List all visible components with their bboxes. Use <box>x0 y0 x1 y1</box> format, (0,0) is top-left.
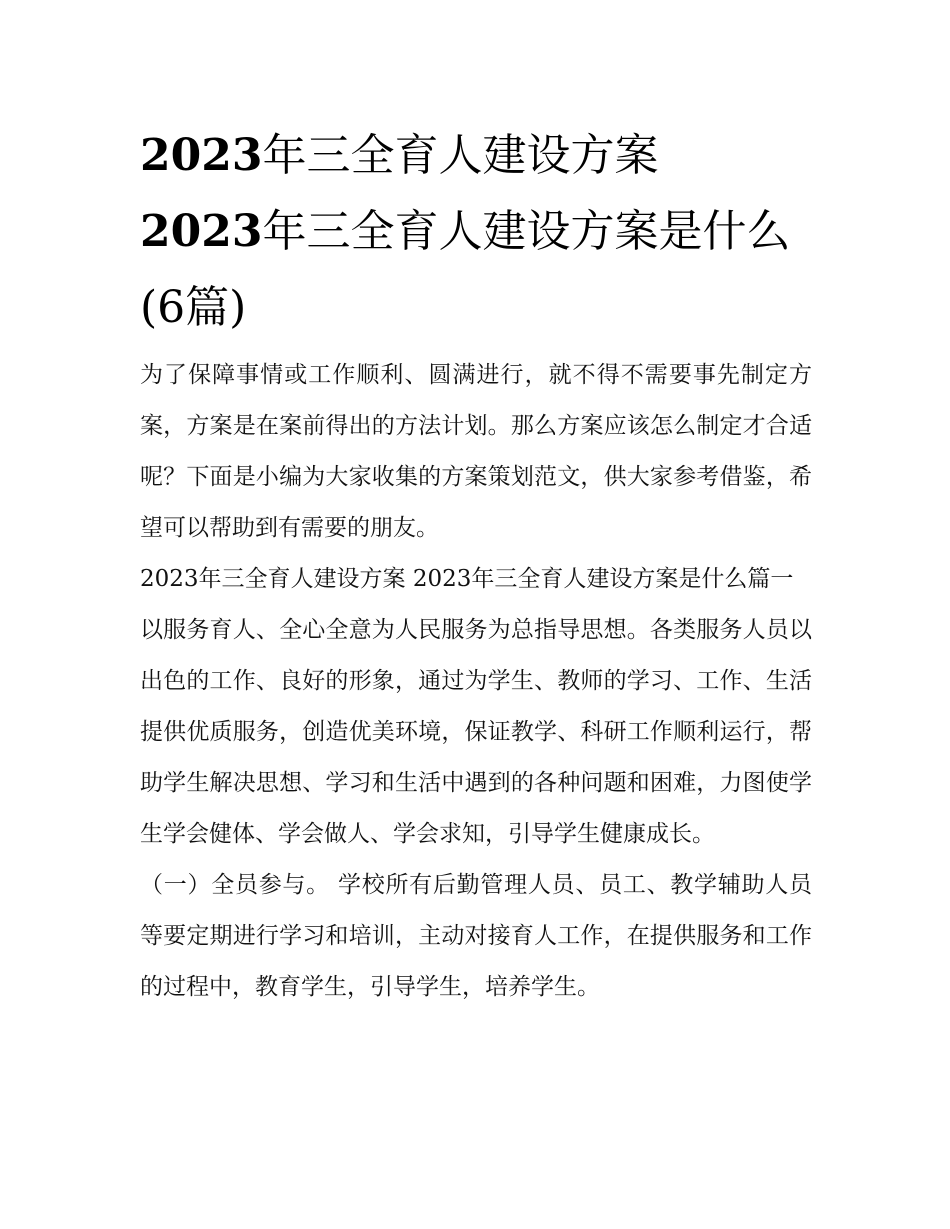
body-paragraph-1: 以服务育人、全心全意为人民服务为总指导思想。各类服务人员以出色的工作、良好的形象，通过为学生、教师的学习、工作、生活提供优质服务，创造优美环境，保证教学、科研工作顺利运行，帮助学生解决思想、学习和生活中遇到的各种问题和困难，力图使学生学会健体、学会做人、学会求知，引导学生健康成长。 <box>140 617 812 847</box>
intro-paragraph: 为了保障事情或工作顺利、圆满进行，就不得不需要事先制定方案，方案是在案前得出的方法计划。那么方案应该怎么制定才合适呢？下面是小编为大家收集的方案策划范文，供大家参考借鉴，希望可以帮助到有需要的朋友。 <box>140 362 812 541</box>
section-heading: 2023年三全育人建设方案 2023年三全育人建设方案是什么篇一 <box>140 566 794 592</box>
document-page <box>140 118 812 1013</box>
title-line-2: 2023年三全育人建设方案是什么(6篇) <box>140 206 791 333</box>
document-title <box>140 118 812 346</box>
title-line-1: 2023年三全育人建设方案 <box>140 130 659 181</box>
body-paragraph-2: （一）全员参与。 学校所有后勤管理人员、员工、教学辅助人员等要定期进行学习和培训，主动对接育人工作，在提供服务和工作的过程中，教育学生，引导学生，培养学生。 <box>140 872 812 1000</box>
